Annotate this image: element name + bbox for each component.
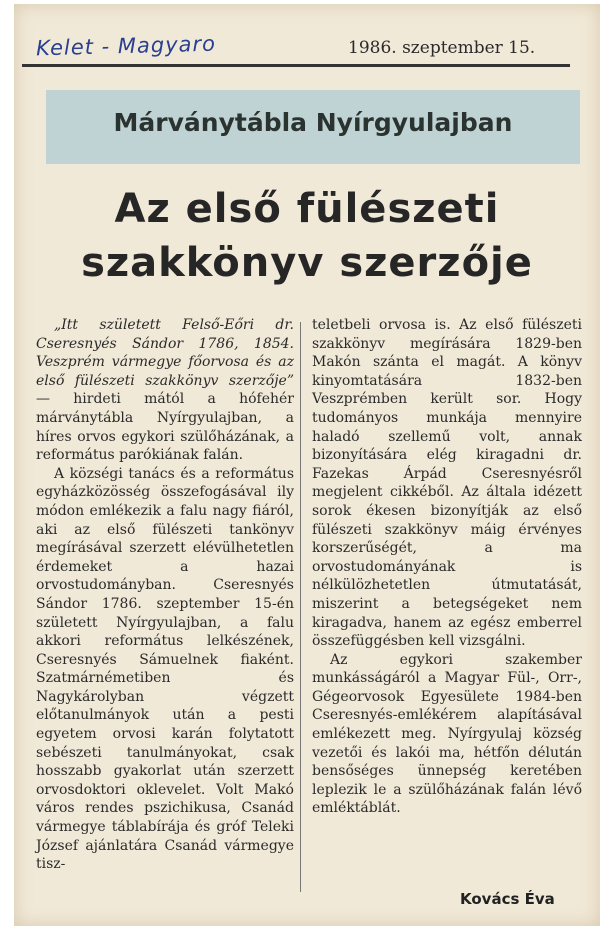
article-column-right (312, 316, 582, 818)
kicker-title: Márványtábla Nyírgyulajban (113, 108, 513, 137)
lead-paragraph (36, 316, 294, 465)
header-rule (22, 64, 570, 67)
publication-date: 1986. szeptember 15. (348, 38, 536, 58)
closing-paragraph: Az egykori szakember munkásságáról a Magyar Fül-, Orr-, Gégeorvosok Egyesülete 1984-ben Cseresnyés-emlékérem alapításával emlékezett meg. Nyírgyulaj község vezetői és lakói ma, hétfőn délután bensőséges ünnepség keretében leplezik le a szülőházának falán lévő emléktáblát. (312, 651, 582, 817)
body-paragraph: A községi tanács és a református egyházközösség összefogásával ily módon emlékezik a falu nagy fiáról, aki az első fülészeti tankönyv megírásával szerzett elévülhetetlen érdemeket a hazai orvostudományban. Cseresnyés Sándor 1786. szeptember 15-én született Nyírgyulajban, a falu akkori református lelkészének, Cseresnyés Sámuelnek fiaként. Szatmárnémetiben és Nagykárolyban végzett előtanulmányok után a pesti egyetem orvosi karán folytatott sebészeti tanulmányokat, csak hosszabb gyakorlat után szerzett orvosdoktori oklevelet. Volt Makó város rendes pszichikusa, Csanád vármegye táblabírája és gróf Teleki József ajánlatára Csanád vármegye tisz- (36, 465, 294, 873)
lead-rest: — hirdeti mától a hófehér márványtábla Nyírgyulajban, a híres orvos egykori szülőházának, a református parókiának falán. (36, 391, 294, 464)
article-column-left (36, 316, 294, 874)
handwritten-source-note: Kelet - Magyaro (35, 31, 217, 61)
author-byline: Kovács Éva (460, 890, 555, 908)
headline: Az első fülészeti szakkönyv szerzője (81, 186, 533, 286)
lead-quote: „Itt született Felső-Eőri dr. Cseresnyés Sándor 1786, 1854. Veszprém vármegye főorvosa és az első fülészeti szakkönyv szerzője” (36, 317, 294, 389)
body-paragraph-continued: teletbeli orvosa is. Az első fülészeti szakkönyv megírására 1829-ben Makón szánta el magát. A könyv kinyomtatására 1832-ben Veszprémben került sor. Hogy tudományos munkája mennyire haladó szellemű volt, annak bizonyítására elég kiragadni dr. Fazekas Árpád Cseresnyésről megjelent cikkéből. Az általa idézett sorok ékesen bizonyítják az első fülészeti szakkönyv máig érvényes korszerűségét, a ma orvostudományának is nélkülözhetetlen útmutatását, miszerint a betegségeket nem kiragadva, hanem az egész emberrel összefüggésben kell vizsgálni. (312, 317, 582, 650)
newspaper-clipping (14, 4, 600, 926)
column-divider (300, 322, 301, 892)
